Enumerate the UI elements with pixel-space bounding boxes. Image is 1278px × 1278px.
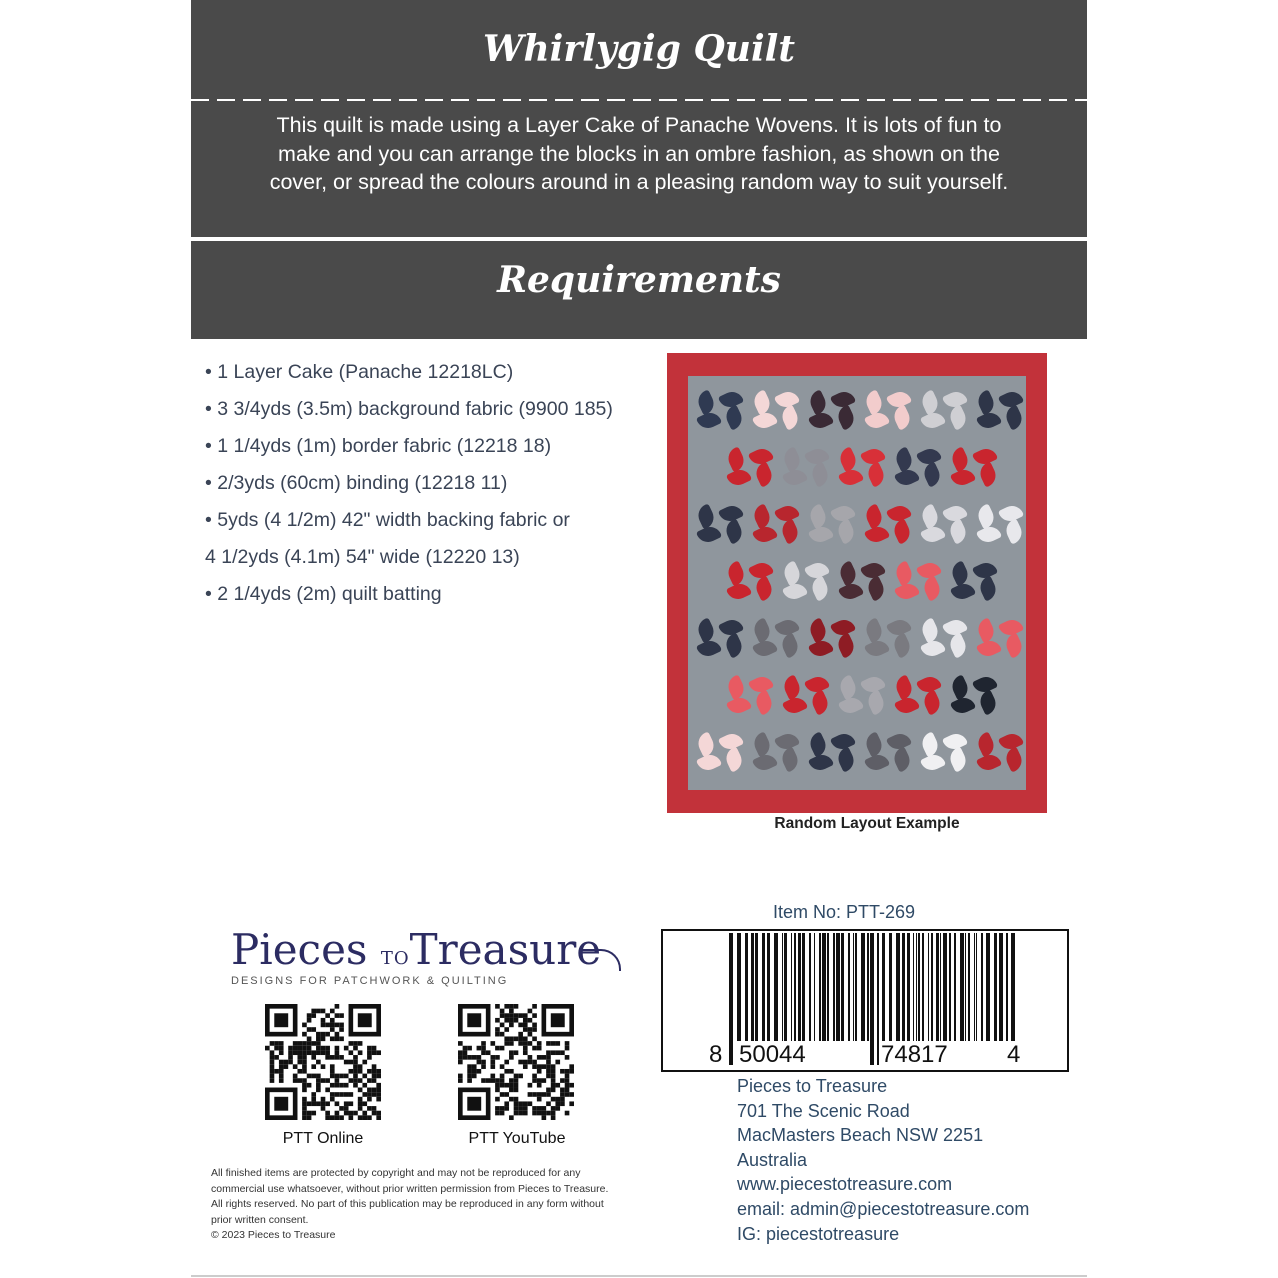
quilt-block <box>950 671 998 719</box>
quilt-block <box>782 671 830 719</box>
quilt-block <box>752 614 800 662</box>
list-item: 4 1/2yds (4.1m) 54" wide (12220 13) <box>205 546 520 568</box>
logo-swirl-icon <box>581 949 621 971</box>
barcode-digit-group-left: 50044 <box>739 1041 806 1068</box>
quilt-background <box>688 376 1026 790</box>
copyright-line: commercial use whatsoever, without prior written permission from Pieces to Treasure. <box>211 1182 609 1195</box>
qr-code-youtube-icon[interactable] <box>456 1004 576 1120</box>
page-title: Whirlygig Quilt <box>483 28 795 70</box>
requirements-band <box>191 241 1087 339</box>
title-band <box>191 0 1087 100</box>
quilt-block <box>696 386 744 434</box>
barcode-digit-first: 8 <box>709 1041 723 1068</box>
quilt-block <box>726 671 774 719</box>
quilt-block <box>894 443 942 491</box>
copyright-line: © 2023 Pieces to Treasure <box>211 1229 336 1241</box>
barcode-digit-last: 4 <box>1007 1041 1021 1068</box>
quilt-block <box>976 386 1024 434</box>
list-item: • 2/3yds (60cm) binding (12218 11) <box>205 472 508 494</box>
logo-wordmark <box>231 925 601 974</box>
quilt-block <box>864 500 912 548</box>
quilt-block <box>808 500 856 548</box>
quilt-block <box>894 557 942 605</box>
quilt-block <box>920 386 968 434</box>
bottom-rule <box>191 1275 1087 1277</box>
quilt-block <box>920 500 968 548</box>
quilt-block <box>726 443 774 491</box>
quilt-block <box>950 557 998 605</box>
address-country: Australia <box>737 1149 808 1170</box>
quilt-block <box>950 443 998 491</box>
barcode-digits <box>663 1041 1067 1069</box>
qr-code-online-icon[interactable] <box>263 1004 383 1120</box>
brand-logo <box>231 925 631 995</box>
requirements-list <box>205 354 675 613</box>
list-item: • 1 1/4yds (1m) border fabric (12218 18) <box>205 435 552 457</box>
list-item: • 2 1/4yds (2m) quilt batting <box>205 583 442 605</box>
qr-label-online: PTT Online <box>282 1130 364 1147</box>
copyright-line: All finished items are protected by copyright and may not be reproduced for any <box>211 1167 581 1179</box>
quilt-block <box>808 728 856 776</box>
item-number: Item No: PTT-269 <box>773 902 916 922</box>
logo-word-pieces: Pieces <box>231 925 368 974</box>
address-name: Pieces to Treasure <box>737 1076 888 1096</box>
pattern-back-page <box>191 0 1087 1278</box>
email-link[interactable]: email: admin@piecestotreasure.com <box>737 1198 1030 1219</box>
copyright-line: prior written consent. <box>211 1213 309 1226</box>
list-item: • 5yds (4 1/2m) 42" width backing fabric or <box>205 509 570 531</box>
logo-word-treasure: Treasure <box>409 925 602 974</box>
quilt-block <box>752 728 800 776</box>
quilt-block <box>894 671 942 719</box>
quilt-block <box>808 614 856 662</box>
quilt-block <box>696 728 744 776</box>
quilt-block <box>696 500 744 548</box>
barcode <box>661 929 1069 1072</box>
quilt-caption: Random Layout Example <box>774 815 960 832</box>
quilt-block <box>838 671 886 719</box>
quilt-block <box>782 557 830 605</box>
quilt-block <box>920 728 968 776</box>
quilt-block <box>864 728 912 776</box>
list-item: • 1 Layer Cake (Panache 12218LC) <box>205 361 514 383</box>
quilt-block <box>864 386 912 434</box>
quilt-block <box>976 614 1024 662</box>
address-city: MacMasters Beach NSW 2251 <box>737 1125 984 1146</box>
intro-text: This quilt is made using a Layer Cake of Panache Wovens. It is lots of fun to make and you can arrange the blocks in an ombre fashion, as shown on the cover, or spread the colours around in a pleasing random way to suit yourself. <box>269 113 1009 194</box>
copyright-notice <box>211 1166 711 1244</box>
logo-word-to: TO <box>380 948 410 969</box>
quilt-block <box>920 614 968 662</box>
quilt-block <box>782 443 830 491</box>
quilt-block <box>976 728 1024 776</box>
address-street: 701 The Scenic Road <box>737 1100 910 1121</box>
quilt-block <box>838 557 886 605</box>
quilt-block <box>838 443 886 491</box>
website-link[interactable]: www.piecestotreasure.com <box>737 1174 953 1195</box>
logo-tagline: DESIGNS FOR PATCHWORK & QUILTING <box>231 975 509 987</box>
quilt-block <box>976 500 1024 548</box>
intro-band <box>191 102 1087 237</box>
requirements-heading: Requirements <box>497 259 781 301</box>
quilt-block <box>726 557 774 605</box>
quilt-block <box>752 386 800 434</box>
instagram-handle[interactable]: IG: piecestotreasure <box>737 1223 900 1244</box>
quilt-image <box>667 353 1047 813</box>
qr-label-youtube: PTT YouTube <box>468 1130 566 1147</box>
copyright-line: All rights reserved. No part of this publication may be reproduced in any form without <box>211 1198 604 1210</box>
quilt-block <box>808 386 856 434</box>
contact-address <box>737 1074 1097 1246</box>
quilt-block <box>752 500 800 548</box>
list-item: • 3 3/4yds (3.5m) background fabric (9900 185) <box>205 398 613 420</box>
quilt-block <box>864 614 912 662</box>
barcode-digit-group-right: 74817 <box>881 1041 948 1068</box>
quilt-block <box>696 614 744 662</box>
